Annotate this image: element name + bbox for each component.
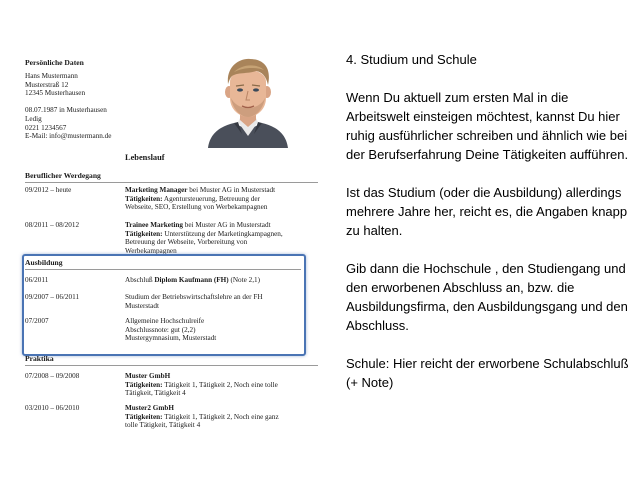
- entry-text: Musterstadt: [125, 301, 159, 310]
- personal-details: [25, 72, 111, 141]
- entry-date: 07/2007: [25, 317, 49, 325]
- notes-paragraph: Gib dann die Hochschule , den Studiengang und den erworbenen Abschluss an, bzw. die Ausbildungsfirma, den Ausbildungsgang und den Abschluss.: [346, 261, 628, 333]
- section-divider: [25, 182, 318, 183]
- ausbildung-entry: [125, 276, 260, 285]
- entry-label: Tätigkeiten:: [125, 380, 163, 389]
- praktika-entry: [125, 372, 278, 398]
- lebenslauf-title: Lebenslauf: [125, 153, 165, 162]
- entry-text: Unterstützung der Marketingkampagnen,: [162, 229, 283, 238]
- entry-date: 08/2011 – 08/2012: [25, 221, 80, 229]
- entry-title: Muster GmbH: [125, 372, 171, 380]
- personal-line: Hans Mustermann: [25, 72, 78, 80]
- personal-line: 08.07.1987 in Musterhausen: [25, 106, 107, 115]
- ausbildung-heading: Ausbildung: [25, 258, 63, 267]
- entry-text: Tätigkeit 1, Tätigkeit 2, Noch eine ganz: [162, 412, 279, 421]
- entry-text: Mustergymnasium, Musterstadt: [125, 334, 217, 343]
- werdegang-entry: [125, 186, 275, 212]
- notes-paragraph: Wenn Du aktuell zum ersten Mal in die Arbeitswelt einsteigen möchtest, kannst Du hier ruhig ausführlicher schreiben und ähnlich wie bei der Berufserfahrung Deine Tätigkeiten aufführen.: [346, 90, 629, 162]
- notes-title: 4. Studium und Schule: [346, 52, 477, 67]
- entry-text: Werbekampagnen: [125, 246, 177, 255]
- entry-text: Agentursteuerung, Betreuung der: [162, 194, 260, 203]
- entry-text: Studium der Betriebswirtschaftslehre an der FH: [125, 293, 263, 301]
- entry-label: Tätigkeiten:: [125, 412, 163, 421]
- personal-line: Musterstraß 12: [25, 80, 69, 89]
- entry-title-rest: bei Muster AG in Musterstadt: [182, 221, 271, 229]
- ausbildung-entry: [125, 293, 263, 310]
- personal-line: 0221 1234567: [25, 123, 67, 132]
- entry-title-rest: bei Muster AG in Musterstadt: [187, 186, 276, 194]
- ausbildung-entry: [125, 317, 216, 343]
- entry-text: tolle Tätigkeit, Tätigkeit 4: [125, 421, 201, 430]
- entry-text: Webseite, SEO, Erstellung von Werbekampagnen: [125, 203, 268, 212]
- werdegang-entry: [125, 221, 283, 255]
- entry-text: Abschlussnote: gut (2,2): [125, 325, 196, 334]
- praktika-entry: [125, 404, 279, 430]
- personal-line: Ledig: [25, 114, 42, 123]
- personal-heading: Persönliche Daten: [25, 58, 84, 67]
- entry-grade: (Note 2,1): [228, 276, 260, 284]
- praktika-heading: Praktika: [25, 354, 54, 363]
- entry-date: 09/2012 – heute: [25, 186, 72, 194]
- personal-line: 12345 Musterhausen: [25, 89, 86, 98]
- entry-text: Betreuung der Webseite, Vorbereitung von: [125, 238, 248, 247]
- entry-text: Allgemeine Hochschulreife: [125, 317, 205, 325]
- portrait-photo: [200, 52, 296, 148]
- personal-line: E-Mail: info@mustermann.de: [25, 132, 112, 141]
- entry-date: 03/2010 – 06/2010: [25, 404, 80, 412]
- entry-title: Muster2 GmbH: [125, 404, 174, 412]
- entry-date: 07/2008 – 09/2008: [25, 372, 80, 380]
- notes-paragraph: Schule: Hier reicht der erworbene Schulabschluß (+ Note): [346, 356, 629, 390]
- entry-date: 09/2007 – 06/2011: [25, 293, 80, 301]
- entry-text: Tätigkeit 1, Tätigkeit 2, Noch eine tolle: [162, 380, 278, 389]
- section-divider: [25, 269, 301, 270]
- notes-panel: [346, 50, 634, 411]
- entry-title: Marketing Manager: [125, 186, 188, 194]
- entry-text: Abschluß: [125, 276, 155, 284]
- entry-label: Tätigkeiten:: [125, 194, 163, 203]
- werdegang-heading: Beruflicher Werdegang: [25, 171, 101, 180]
- entry-title: Trainee Marketing: [125, 221, 183, 229]
- entry-date: 06/2011: [25, 276, 49, 284]
- personal-line: [25, 98, 111, 107]
- notes-paragraph: Ist das Studium (oder die Ausbildung) allerdings mehrere Jahre her, reicht es, die Angaben knapp zu halten.: [346, 185, 628, 238]
- entry-label: Tätigkeiten:: [125, 229, 163, 238]
- section-divider: [25, 365, 318, 366]
- entry-degree: Diplom Kaufmann (FH): [154, 276, 229, 284]
- entry-text: Tätigkeit, Tätigkeit 4: [125, 389, 186, 398]
